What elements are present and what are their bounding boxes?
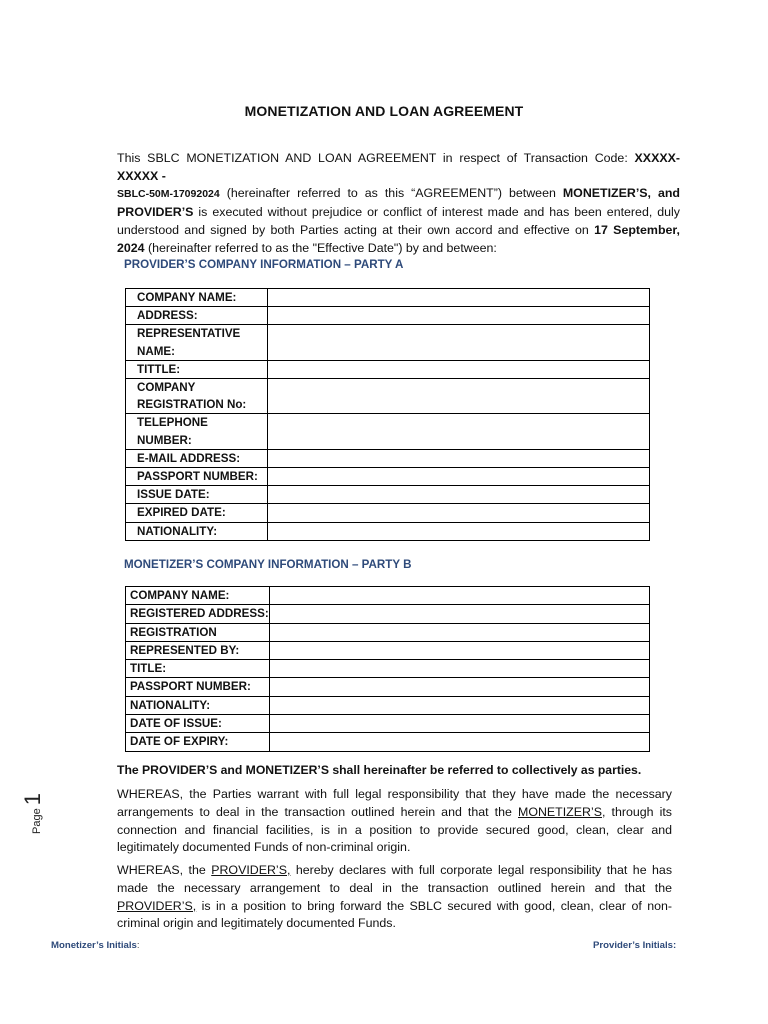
provider-underlined-1: PROVIDER’S, xyxy=(211,863,291,877)
table-row xyxy=(126,715,650,733)
table-label: TITTLE: xyxy=(126,360,268,378)
document-title: MONETIZATION AND LOAN AGREEMENT xyxy=(244,103,524,119)
table-value-cell[interactable] xyxy=(268,486,650,504)
party-names: MONETIZER’S, and PROVIDER’S xyxy=(117,186,680,220)
page-word: Page xyxy=(31,808,43,834)
table-label: REGISTERED ADDRESS: xyxy=(126,605,270,623)
whereas2-text-c: is in a position to bring forward the SBLC secured with good, clean, clear of non-criminal origin and legitimately documented Funds. xyxy=(117,898,672,931)
intro-paragraph xyxy=(117,150,680,257)
whereas1-text-a: WHEREAS, the Parties warrant with full legal responsibility that they have made the necessary arrangements to deal in the transaction outlined herein and that the xyxy=(117,787,672,819)
table-value-cell[interactable] xyxy=(268,379,650,414)
table-value-cell[interactable] xyxy=(269,715,649,733)
table-row xyxy=(126,522,650,540)
table-value-cell[interactable] xyxy=(269,733,649,751)
intro-text-1: This SBLC MONETIZATION AND LOAN AGREEMENT in respect of Transaction Code: xyxy=(117,151,635,165)
table-label: REPRESENTATIVE NAME: xyxy=(126,325,268,360)
monetizer-initials-label xyxy=(51,940,140,951)
whereas1-text-b: , through its connection and financial facilities, is in a position to provide secured good, clean, clear and legitimately documented Funds of non-criminal origin. xyxy=(117,804,673,855)
table-label: PASSPORT NUMBER: xyxy=(126,678,270,696)
table-label: ADDRESS: xyxy=(126,307,268,325)
table-value-cell[interactable] xyxy=(268,522,650,540)
table-value-cell[interactable] xyxy=(268,449,650,467)
whereas-paragraph-1 xyxy=(117,786,672,857)
table-label: REPRESENTED BY: xyxy=(126,641,270,659)
table-row xyxy=(126,623,650,641)
table-label: EXPIRED DATE: xyxy=(126,504,268,522)
table-row xyxy=(126,325,650,360)
table-row xyxy=(126,486,650,504)
table-value-cell[interactable] xyxy=(268,414,650,449)
whereas2-text-b: hereby declares with full corporate legal responsibility that he has made the necessary arrangement to deal in the transaction outlined herein and that the xyxy=(117,863,673,895)
party-a-table xyxy=(125,288,650,541)
page-number-label xyxy=(12,790,45,840)
collective-parties-statement: The PROVIDER’S and MONETIZER’S shall hereinafter be referred to collectively as parties. xyxy=(117,763,642,777)
table-value-cell[interactable] xyxy=(269,623,649,641)
table-row xyxy=(126,360,650,378)
table-row xyxy=(126,696,650,714)
intro-text-4: (hereinafter referred to as the "Effective Date") by and between: xyxy=(144,240,497,255)
whereas2-text-a: WHEREAS, the xyxy=(117,863,212,877)
table-label: NATIONALITY: xyxy=(126,522,268,540)
table-value-cell[interactable] xyxy=(268,468,650,486)
table-label: E-MAIL ADDRESS: xyxy=(126,449,268,467)
table-value-cell[interactable] xyxy=(268,289,650,307)
monetizer-underlined: MONETIZER’S xyxy=(518,804,602,819)
table-value-cell[interactable] xyxy=(269,641,649,659)
table-label: ISSUE DATE: xyxy=(126,486,268,504)
page-number: 1 xyxy=(20,792,45,806)
table-row xyxy=(126,678,650,696)
table-label: COMPANY NAME: xyxy=(126,587,270,605)
table-row xyxy=(126,660,650,678)
table-row xyxy=(126,307,650,325)
table-value-cell[interactable] xyxy=(269,678,649,696)
transaction-code-suffix: SBLC-50M-17092024 xyxy=(117,188,220,201)
whereas-paragraph-2 xyxy=(117,862,672,933)
table-value-cell[interactable] xyxy=(268,504,650,522)
table-label: DATE OF ISSUE: xyxy=(126,715,270,733)
table-value-cell[interactable] xyxy=(268,325,650,360)
table-row xyxy=(126,449,650,467)
table-row xyxy=(126,587,650,605)
table-label: REGISTRATION xyxy=(126,623,270,641)
party-a-heading: PROVIDER’S COMPANY INFORMATION – PARTY A xyxy=(124,258,404,271)
table-value-cell[interactable] xyxy=(268,307,650,325)
table-row xyxy=(126,289,650,307)
monetizer-initials-text: Monetizer’s Initials xyxy=(51,940,137,951)
table-label: COMPANY NAME: xyxy=(126,289,268,307)
effective-date: 17 September, 2024 xyxy=(117,222,680,255)
table-value-cell[interactable] xyxy=(269,587,649,605)
table-label: TITLE: xyxy=(126,660,270,678)
table-row xyxy=(126,414,650,449)
table-row xyxy=(126,641,650,659)
table-value-cell[interactable] xyxy=(269,605,649,623)
table-row xyxy=(126,605,650,623)
transaction-code: XXXXX- XXXXX - xyxy=(117,151,680,183)
provider-initials-label: Provider’s Initials: xyxy=(593,940,677,951)
table-value-cell[interactable] xyxy=(268,360,650,378)
table-row xyxy=(126,733,650,751)
monetizer-initials-colon: : xyxy=(136,940,140,951)
table-label: DATE OF EXPIRY: xyxy=(126,733,270,751)
table-label: TELEPHONE NUMBER: xyxy=(126,414,268,449)
table-label: PASSPORT NUMBER: xyxy=(126,468,268,486)
table-row xyxy=(126,468,650,486)
table-label: COMPANY REGISTRATION No: xyxy=(126,379,268,414)
intro-text-3: is executed without prejudice or conflict of interest made and has been entered, duly understood and signed by both Parties acting at their own accord and effective on xyxy=(117,205,680,237)
party-b-heading: MONETIZER’S COMPANY INFORMATION – PARTY B xyxy=(124,558,412,571)
table-row xyxy=(126,379,650,414)
provider-underlined-2: PROVIDER’S, xyxy=(117,898,197,913)
table-value-cell[interactable] xyxy=(269,696,649,714)
table-label: NATIONALITY: xyxy=(126,696,270,714)
table-row xyxy=(126,504,650,522)
intro-text-2: (hereinafter referred to as this “AGREEMENT”) between xyxy=(219,186,563,201)
table-value-cell[interactable] xyxy=(269,660,649,678)
party-b-table xyxy=(125,586,650,752)
